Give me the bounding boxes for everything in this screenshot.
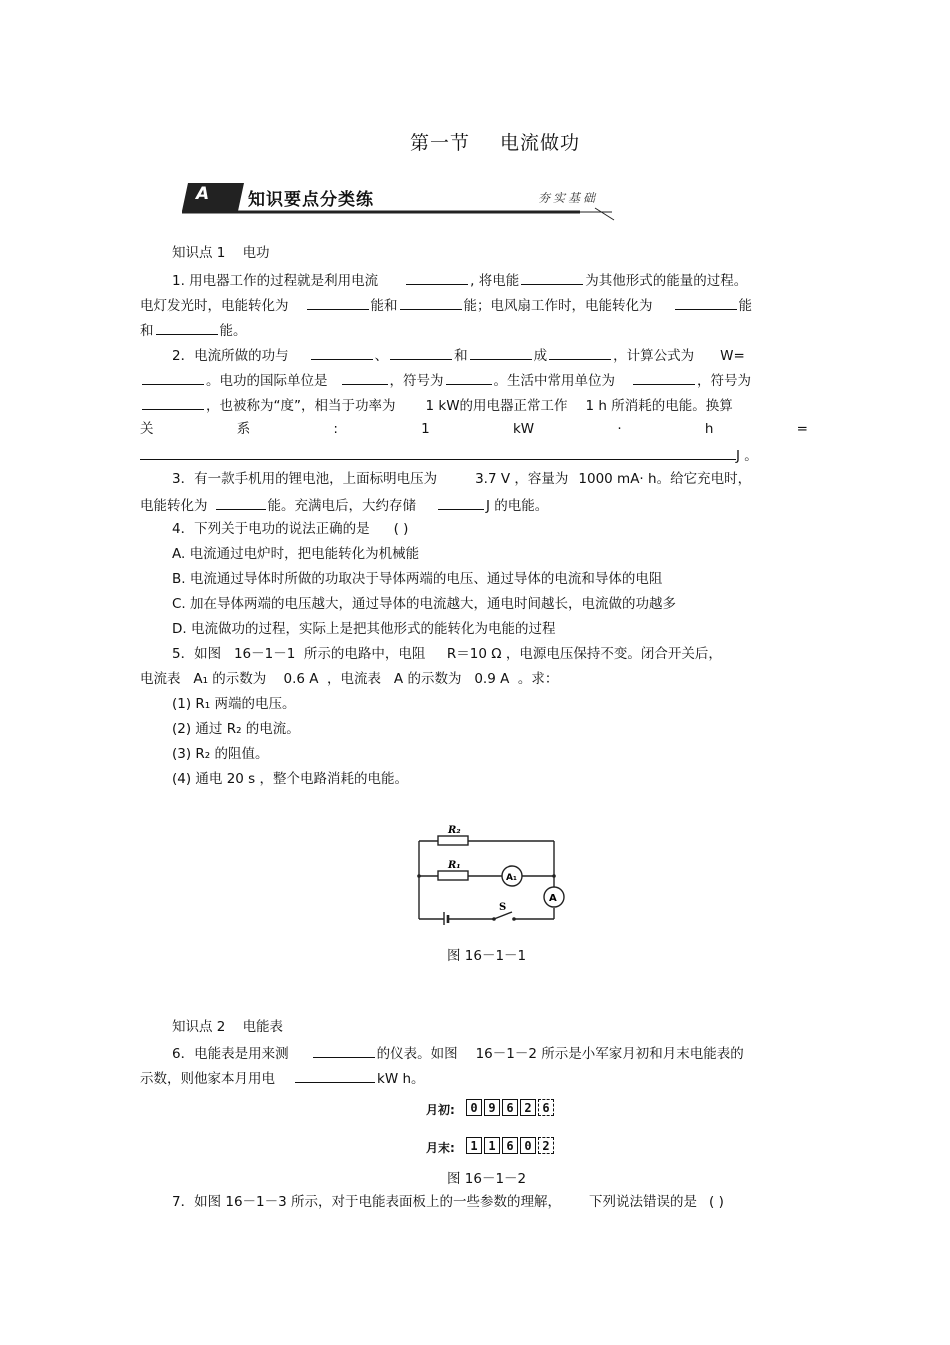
banner-sub: 夯实基础: [538, 191, 599, 205]
kp1-heading: 知识点 1 电功: [172, 245, 270, 261]
title-part1: 第一节: [409, 132, 470, 154]
label-r1: R₁: [448, 860, 461, 871]
banner-text: 知识要点分类练: [248, 190, 374, 210]
q4-option-d: D. 电流做功的过程，实际上是把其他形式的能转化为电能的过程: [172, 621, 556, 637]
q6-line1: 6．电能表是用来测 的仪表。如图 16－1－2 所示是小军家月初和月末电能表的: [172, 1043, 744, 1063]
figure-caption-1: 图 16－1－1: [447, 948, 527, 964]
q2-line1: 2．电流所做的功与 、 和 成 ，计算公式为 W=: [172, 345, 745, 365]
q7-line: 7．如图 16－1－3 所示，对于电能表面板上的一些参数的理解， 下列说法错误的是 ( ): [172, 1194, 724, 1210]
q2-line5: J 。: [140, 445, 758, 465]
meter-end-digits: 1 1 6 0 2: [466, 1137, 556, 1154]
q2-line2: 。电功的国际单位是 ，符号为 。生活中常用单位为 ，符号为: [140, 370, 751, 390]
q1-line2: 电灯发光时，电能转化为 能和 能；电风扇工作时，电能转化为 能: [140, 295, 752, 315]
q5-sub1: (1) R₁ 两端的电压。: [172, 696, 296, 712]
q2-line4: 关 系 : 1 kW · h =: [140, 421, 808, 437]
q4-option-a: A. 电流通过电炉时，把电能转化为机械能: [172, 546, 420, 562]
title-part2: 电流做功: [500, 132, 581, 154]
banner-tag: A: [196, 184, 210, 204]
q4-option-c: C. 加在导体两端的电压越大，通过导体的电流越大，通电时间越长，电流做的功越多: [172, 596, 677, 612]
q1-line3: 和 能。: [140, 320, 247, 340]
q5-sub3: (3) R₂ 的阻值。: [172, 746, 269, 762]
kp2-heading: 知识点 2 电能表: [172, 1019, 284, 1035]
q3-line2: 电能转化为 能。充满电后，大约存储 J 的电能。: [140, 495, 548, 515]
q1-line1: 1. 用电器工作的过程就是利用电流 , 将电能 为其他形式的能量的过程。: [172, 270, 747, 290]
label-r2: R₂: [448, 825, 461, 836]
meter-end-label: 月末:: [426, 1141, 455, 1155]
page-title: [0, 128, 950, 155]
q5-sub2: (2) 通过 R₂ 的电流。: [172, 721, 300, 737]
q5-sub4: (4) 通电 20 s ，整个电路消耗的电能。: [172, 771, 408, 787]
q4-stem: 4．下列关于电功的说法正确的是 ( ): [172, 521, 409, 537]
q5-line2: 电流表 A₁ 的示数为 0.6 A ，电流表 A 的示数为 0.9 A 。求：: [140, 671, 559, 687]
figure-caption-2: 图 16－1－2: [447, 1171, 527, 1187]
label-a: A: [549, 893, 557, 904]
q5-line1: 5．如图 16－1－1 所示的电路中，电阻 R＝10 Ω ，电源电压保持不变。闭合开关后，: [172, 646, 722, 662]
q4-option-b: B. 电流通过导体时所做的功取决于导体两端的电压、通过导体的电流和导体的电阻: [172, 571, 663, 587]
label-a1: A₁: [506, 873, 517, 883]
meter-start-digits: 0 9 6 2 6: [466, 1099, 556, 1116]
q6-line2: 示数，则他家本月用电 kW h。: [140, 1068, 425, 1088]
q3-line1: 3．有一款手机用的锂电池，上面标明电压为 3.7 V ，容量为 1000 mA· h。给它充电时，: [172, 471, 752, 487]
label-s: S: [499, 902, 507, 913]
q2-line3: ，也被称为“度”，相当于功率为 1 kW的用电器正常工作 1 h 所消耗的电能。换算: [140, 395, 733, 415]
meter-start-label: 月初:: [426, 1103, 455, 1117]
circuit-diagram: [410, 820, 575, 925]
